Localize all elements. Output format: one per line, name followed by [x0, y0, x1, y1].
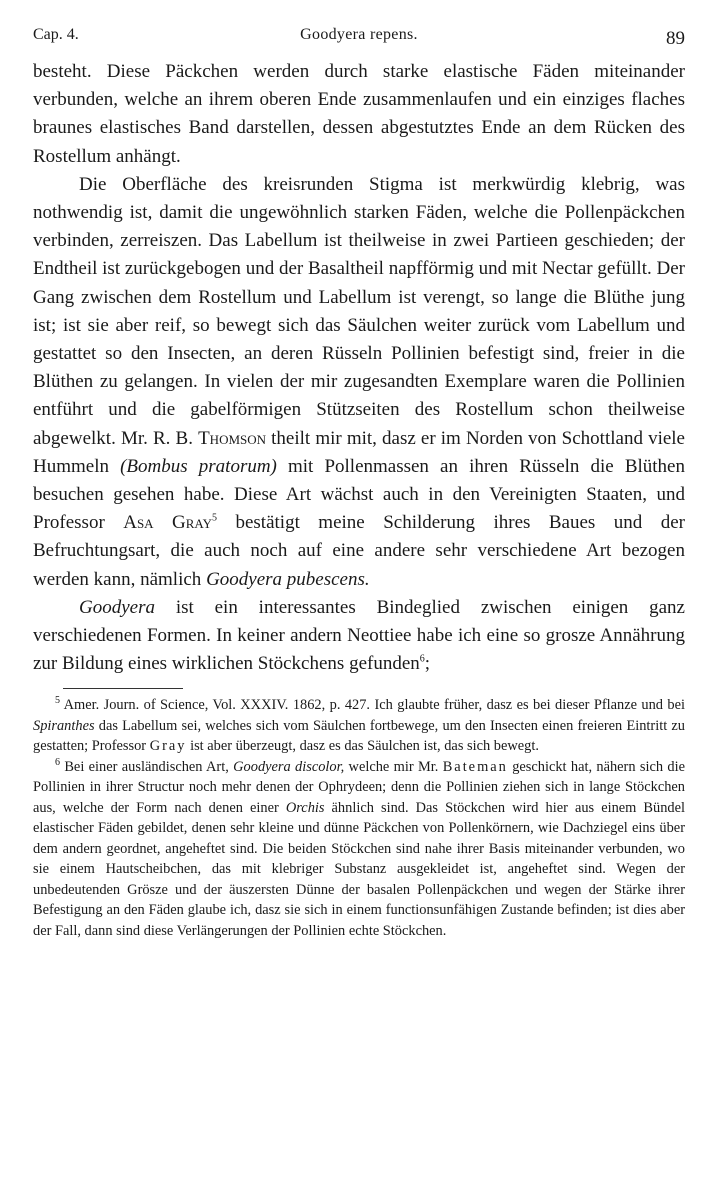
page-header [33, 24, 685, 58]
paragraph-2: Die Oberfläche des kreisrunden Stigma ist merkwürdig klebrig, was nothwendig ist, damit die ungewöhnlich starken Fäden, welche die Pollenpäckchen verbinden, zerreiszen. Das Labellum ist theilweise in zwei Partieen geschieden; der Endtheil ist zurückgebogen und der Basaltheil napfförmig und mit Nectar gefüllt. Der Gang zwischen dem Rostellum und Labellum ist verengt, so lange die Blüthe jung ist; ist sie aber reif, so bewegt sich das Säulchen weiter zurück vom Labellum und gestattet so den Insecten, an deren Rüsseln Pollinien befestigt sind, freier in die Blüthen zu gelangen. In vielen der mir zugesandten Exemplare waren die Pollinien entführt und die gabelförmigen Stützseiten des Rostellum schon theilweise abgewelkt. Mr. R. B. Thomson theilt mir mit, dasz er im Norden von Schottland viele Hummeln (Bombus pratorum) mit Pollenmassen an ihren Rüsseln die Blüthen besuchen gesehen habe. Diese Art wächst auch in den Vereinigten Staaten, und Professor Asa Gray$^5$ bestätigt meine Schilderung ihres Baues und der Befruchtungsart, die auch noch auf eine andere sehr verschiedene Art bezogen werden kann, nämlich Goodyera pubescens. [33, 173, 685, 590]
paragraph-3: Goodyera ist ein interessantes Bindeglied zwischen einigen ganz verschiedenen Formen. In keiner andern Neottiee habe ich eine so grosze Annährung zur Bildung eines wirklichen Stöckchens gefunden$^6$; [33, 596, 685, 675]
footnote-mark: 5 [55, 695, 60, 707]
footnote-6: $^6$ Bei einer ausländischen Art, Goodyera discolor, welche mir Mr. Bateman geschickt hat, nähern sich die Pollinien in ihrer Structur noch mehr denen der Ophrydeen; denn die Pollinien ziehen sich in lange Stöckchen aus, welche der Form nach denen einer Orchis ähnlich sind. Das Stöckchen wird hier aus einem Bündel elastischer Fäden gebildet, denen sehr kleine und dünne Päckchen von Pollenkörnern, wie Dachziegel eins über dem andern geordnet, angeheftet sind. Die beiden Stöckchen sind nahe ihrer Basis miteinander verbunden, wo sie einem Hautscheibchen, das mit klebriger Substanz ausgekleidet ist, angeheftet sind. Wegen der unbedeutenden Grösze und der äuszersten Dünne der basalen Pollenpäckchen und wegen der Stärke ihrer Befestigung an den Fäden glaube ich, dasz sie sich in einem functionsunfähigen Zustande befinden; ist dies aber der Fall, dann sind diese Verlängerungen der Pollinien echte Stöckchen. [33, 757, 686, 939]
chapter-label: Cap. 4. [33, 26, 79, 43]
paragraph-1: besteht. Diese Päckchen werden durch starke elastische Fäden miteinander verbunden, welche an ihrem oberen Ende zusammenlaufen und ein einziges flaches braunes elastisches Band darstellen, dessen abgestutztes Ende an dem Rücken des Rostellum anhängt. [33, 61, 685, 167]
genus-name: Goodyera [79, 596, 155, 618]
footnote-5: $^5$ Amer. Journ. of Science, Vol. XXXIV. 1862, p. 427. Ich glaubte früher, dasz es bei dieser Pflanze und bei Spiranthes das Labellum sei, welches sich vom Säulchen fortbewege, um den Insecten einen freieren Eintritt zu gestatten; Professor Gray ist aber überzeugt, dasz es das Säulchen ist, das sich bewegt. [33, 695, 685, 755]
person-name-thomson: Thomson [198, 427, 267, 449]
person-name: Bateman [442, 758, 508, 775]
footnote-mark: 6 [55, 757, 60, 769]
footnote-divider [63, 688, 183, 689]
footnote-ref-6: 6 [419, 653, 425, 665]
species-name: Goodyera pubescens. [206, 568, 370, 590]
person-name-gray: Asa Gray [123, 512, 213, 534]
genus-name: Spiranthes [33, 717, 95, 734]
species-name: Goodyera discolor, [233, 758, 345, 775]
footnote-ref-5: 5 [212, 512, 218, 524]
footnotes [33, 695, 685, 941]
genus-name: Orchis [285, 799, 325, 816]
book-page [33, 24, 685, 941]
main-text [33, 58, 685, 678]
running-title: Goodyera repens. [300, 26, 418, 43]
person-name: Gray [149, 738, 187, 755]
species-name: (Bombus pratorum) [120, 455, 277, 477]
page-number: 89 [666, 28, 685, 49]
